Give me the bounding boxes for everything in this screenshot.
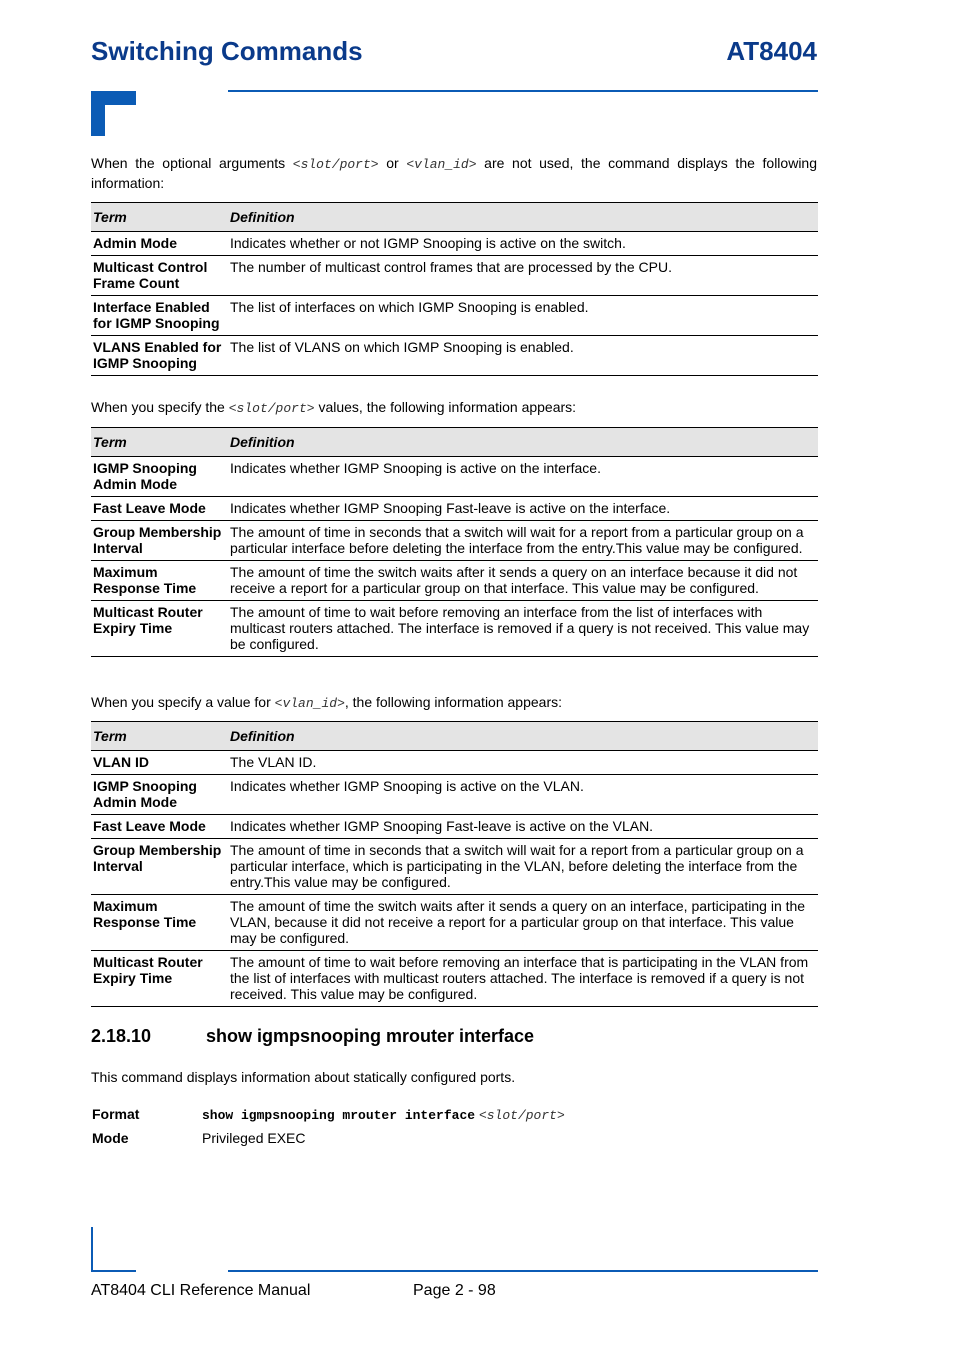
- row-definition: The amount of time the switch waits after it sends a query on an interface because it did not receive a report for a particular group on that interface. This value may be configured.: [226, 561, 818, 601]
- intro1-arg-vlan-id: <vlan_id>: [406, 157, 477, 172]
- section-number: 2.18.10: [91, 1026, 152, 1046]
- row-term: VLAN ID: [91, 751, 226, 775]
- row-term: Multicast Router Expiry Time: [91, 601, 226, 657]
- mode-row: [92, 1130, 306, 1146]
- row-definition: The number of multicast control frames that are processed by the CPU.: [226, 256, 818, 296]
- row-definition: The list of VLANS on which IGMP Snooping is enabled.: [226, 336, 818, 376]
- row-term: Fast Leave Mode: [91, 497, 226, 521]
- intro3-arg: <vlan_id>: [274, 696, 345, 711]
- row-definition: Indicates whether or not IGMP Snooping is active on the switch.: [226, 232, 818, 256]
- table2-head-definition: Definition: [226, 428, 818, 457]
- corner-mark-horizontal: [91, 91, 136, 105]
- section-description: This command displays information about statically configured ports.: [91, 1069, 516, 1085]
- table-row: [91, 256, 818, 296]
- row-definition: The VLAN ID.: [226, 751, 818, 775]
- intro1-arg-slot-port: <slot/port>: [292, 157, 379, 172]
- header-product-name: AT8404: [726, 36, 817, 66]
- footer-corner-horizontal: [91, 1270, 136, 1272]
- format-command: show igmpsnooping mrouter interface: [202, 1108, 476, 1123]
- header-rule: [228, 90, 818, 92]
- row-term: VLANS Enabled for IGMP Snooping: [91, 336, 226, 376]
- format-label: Format: [92, 1106, 140, 1122]
- table-row: [91, 775, 818, 815]
- table3-head-definition: Definition: [226, 722, 818, 751]
- term-table-3: [91, 721, 818, 1007]
- row-term: IGMP Snooping Admin Mode: [91, 775, 226, 815]
- row-definition: The amount of time to wait before removing an interface from the list of interfaces with multicast routers attached. The interface is removed if a query is not received. This value may be configured.: [226, 601, 818, 657]
- table-row: [91, 232, 818, 256]
- table-row: [91, 561, 818, 601]
- term-table-1: [91, 202, 818, 376]
- row-term: Maximum Response Time: [91, 895, 226, 951]
- footer-page-number: Page 2 - 98: [413, 1282, 496, 1299]
- mode-value: Privileged EXEC: [202, 1130, 306, 1146]
- row-term: Interface Enabled for IGMP Snooping: [91, 296, 226, 336]
- intro1-pre: When the optional arguments: [91, 155, 293, 171]
- row-definition: Indicates whether IGMP Snooping is active on the interface.: [226, 457, 818, 497]
- row-term: Fast Leave Mode: [91, 815, 226, 839]
- row-definition: Indicates whether IGMP Snooping Fast-leave is active on the interface.: [226, 497, 818, 521]
- intro2-post: values, the following information appears:: [314, 399, 577, 415]
- table-row: [91, 336, 818, 376]
- table-row: [91, 457, 818, 497]
- header-section-title: Switching Commands: [91, 36, 363, 66]
- row-definition: The amount of time the switch waits after it sends a query on an interface, participating in the VLAN, because it did not receive a report for a particular group on that interface. This value may be configured.: [226, 895, 818, 951]
- table-row: [91, 601, 818, 657]
- row-definition: Indicates whether IGMP Snooping Fast-leave is active on the VLAN.: [226, 815, 818, 839]
- format-argument: <slot/port>: [478, 1108, 565, 1123]
- intro-paragraph-1: [91, 154, 817, 193]
- row-term: Group Membership Interval: [91, 839, 226, 895]
- row-definition: The list of interfaces on which IGMP Snooping is enabled.: [226, 296, 818, 336]
- table-row: [91, 751, 818, 775]
- row-term: Group Membership Interval: [91, 521, 226, 561]
- row-definition: The amount of time to wait before removing an interface that is participating in the VLAN from the list of interfaces with multicast routers attached. The interface is removed if a query is not received. This value may be configured.: [226, 951, 818, 1007]
- section-heading: [91, 1026, 534, 1047]
- intro3-post: , the following information appears:: [344, 694, 562, 710]
- table1-head-term: Term: [91, 203, 226, 232]
- row-term: Maximum Response Time: [91, 561, 226, 601]
- row-definition: The amount of time in seconds that a switch will wait for a report from a particular group on a particular interface, which is participating in the VLAN, before deleting the interface from the entry.This value may be configured.: [226, 839, 818, 895]
- intro2-arg: <slot/port>: [228, 401, 315, 416]
- term-table-2: [91, 427, 818, 657]
- intro2-pre: When you specify the: [91, 399, 229, 415]
- table-row: [91, 951, 818, 1007]
- row-term: IGMP Snooping Admin Mode: [91, 457, 226, 497]
- table3-head-term: Term: [91, 722, 226, 751]
- table2-head-term: Term: [91, 428, 226, 457]
- row-term: Multicast Control Frame Count: [91, 256, 226, 296]
- table-row: [91, 497, 818, 521]
- intro-paragraph-3: [91, 693, 817, 713]
- section-title: show igmpsnooping mrouter interface: [206, 1026, 535, 1046]
- intro3-pre: When you specify a value for: [91, 694, 275, 710]
- intro-paragraph-2: [91, 398, 817, 418]
- intro1-mid: or: [378, 155, 407, 171]
- row-definition: The amount of time in seconds that a switch will wait for a report from a particular group on a particular interface before deleting the interface from the entry.This value may be configured.: [226, 521, 818, 561]
- intro1-post: are not used, the command displays the following information:: [91, 155, 817, 191]
- row-term: Admin Mode: [91, 232, 226, 256]
- table-row: [91, 839, 818, 895]
- row-term: Multicast Router Expiry Time: [91, 951, 226, 1007]
- format-row: [92, 1106, 565, 1123]
- row-definition: Indicates whether IGMP Snooping is active on the VLAN.: [226, 775, 818, 815]
- table1-head-definition: Definition: [226, 203, 818, 232]
- mode-label: Mode: [92, 1130, 129, 1146]
- footer-manual-title: AT8404 CLI Reference Manual: [91, 1282, 311, 1299]
- table-row: [91, 296, 818, 336]
- table-row: [91, 895, 818, 951]
- table-row: [91, 521, 818, 561]
- table-row: [91, 815, 818, 839]
- footer-rule: [228, 1270, 818, 1272]
- footer-corner-vertical: [91, 1227, 93, 1272]
